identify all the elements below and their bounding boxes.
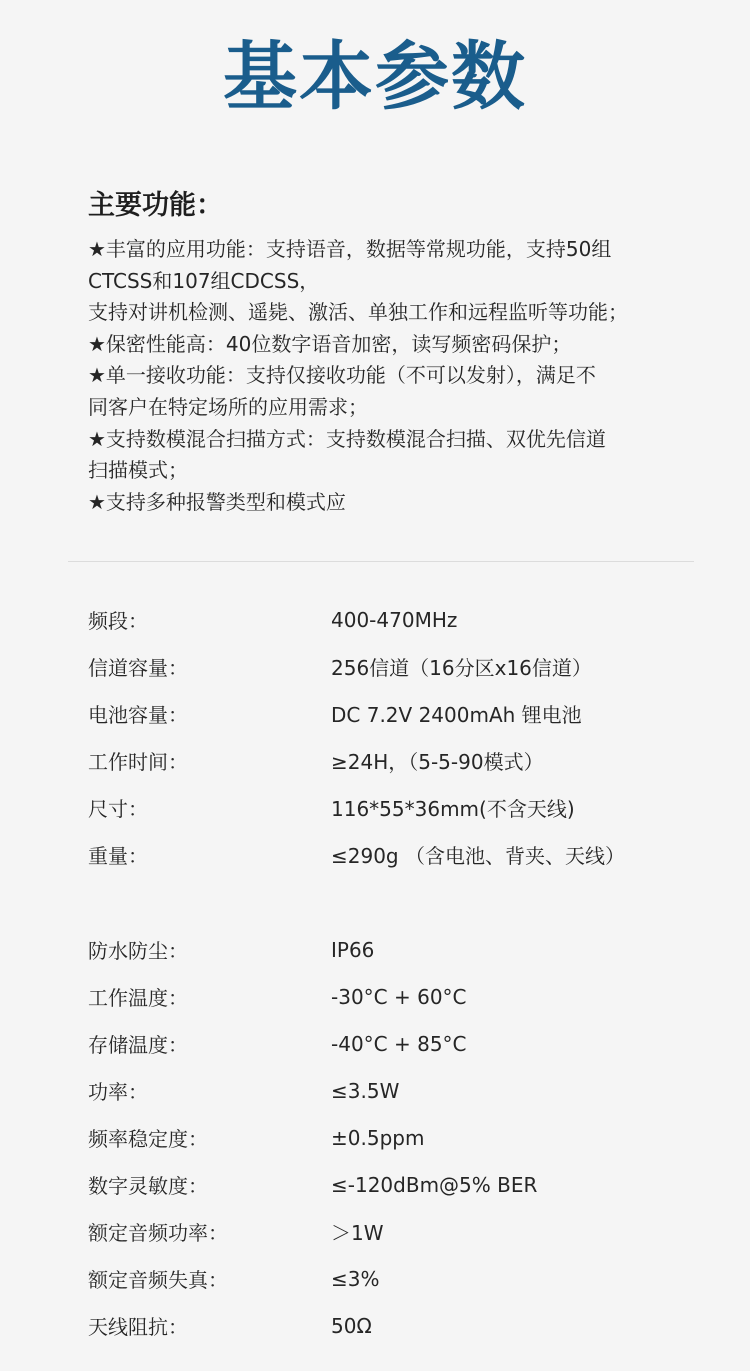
- spec-value: ≤3%: [331, 1266, 380, 1291]
- spec-value: ±0.5ppm: [331, 1125, 425, 1150]
- spec-row: [88, 1208, 708, 1255]
- spec-value: DC 7.2V 2400mAh 锂电池: [331, 703, 582, 727]
- feature-line: ★保密性能高：40位数字语音加密，读写频密码保护；: [88, 331, 572, 356]
- spec-row: [88, 1114, 708, 1161]
- feature-line: ★丰富的应用功能：支持语音，数据等常规功能，支持50组: [88, 237, 612, 261]
- spec-label: 尺寸：: [88, 797, 148, 821]
- spec-row: [88, 831, 708, 878]
- page-title: 基本参数: [223, 34, 527, 120]
- spec-label: 功率：: [88, 1080, 148, 1104]
- spec-row: [88, 784, 708, 831]
- feature-line: 同客户在特定场所的应用需求；: [88, 394, 368, 419]
- spec-row: [88, 643, 708, 690]
- feature-line: 支持对讲机检测、遥毙、激活、单独工作和远程监听等功能；: [88, 300, 628, 325]
- spec-value: ≤-120dBm@5% BER: [331, 1172, 538, 1197]
- spec-value: -30°C + 60°C: [331, 984, 467, 1009]
- feature-line: 扫描模式；: [88, 458, 188, 483]
- spec-value: ≥24H，（5-5-90模式）: [331, 750, 544, 774]
- spec-label: 天线阻抗：: [88, 1315, 188, 1339]
- spec-label: 频率稳定度：: [88, 1127, 208, 1151]
- spec-row: [88, 973, 708, 1020]
- spec-value: -40°C + 85°C: [331, 1031, 467, 1056]
- spec-label: 额定音频功率：: [88, 1221, 228, 1245]
- spec-value: IP66: [331, 937, 375, 962]
- spec-label: 重量：: [88, 844, 148, 868]
- features-heading: 主要功能：: [88, 190, 223, 221]
- spec-row: [88, 926, 708, 973]
- section-divider: [68, 561, 694, 562]
- feature-line: ★单一接收功能：支持仅接收功能（不可以发射），满足不: [88, 363, 596, 388]
- feature-line: ★支持数模混合扫描方式：支持数模混合扫描、双优先信道: [88, 426, 606, 451]
- features-section: [88, 186, 688, 518]
- spec-value: 256信道（16分区x16信道）: [331, 656, 592, 680]
- spec-label: 频段：: [88, 609, 148, 633]
- spec-row: [88, 596, 708, 643]
- spec-value: 50Ω: [331, 1313, 372, 1338]
- spec-table-environment: [88, 926, 708, 1349]
- spec-label: 防水防尘：: [88, 939, 188, 963]
- spec-row: [88, 1302, 708, 1349]
- spec-label: 额定音频失真：: [88, 1268, 228, 1292]
- spec-value: 400-470MHz: [331, 607, 458, 632]
- spec-row: [88, 690, 708, 737]
- spec-row: [88, 737, 708, 784]
- spec-label: 工作时间：: [88, 750, 188, 774]
- spec-label: 工作温度：: [88, 986, 188, 1010]
- spec-label: 电池容量：: [88, 703, 188, 727]
- feature-line: ★支持多种报警类型和模式应: [88, 489, 346, 514]
- spec-label: 数字灵敏度：: [88, 1174, 208, 1198]
- spec-value: 116*55*36mm(不含天线): [331, 797, 575, 821]
- spec-table-basic: [88, 596, 708, 878]
- spec-label: 存储温度：: [88, 1033, 188, 1057]
- spec-label: 信道容量：: [88, 656, 188, 680]
- spec-value: ≤290g （含电池、背夹、天线）: [331, 844, 625, 868]
- spec-value: ＞1W: [331, 1221, 384, 1245]
- spec-row: [88, 1067, 708, 1114]
- spec-value: ≤3.5W: [331, 1078, 400, 1103]
- feature-line: CTCSS和107组CDCSS，: [88, 268, 320, 293]
- spec-row: [88, 1255, 708, 1302]
- spec-row: [88, 1161, 708, 1208]
- spec-row: [88, 1020, 708, 1067]
